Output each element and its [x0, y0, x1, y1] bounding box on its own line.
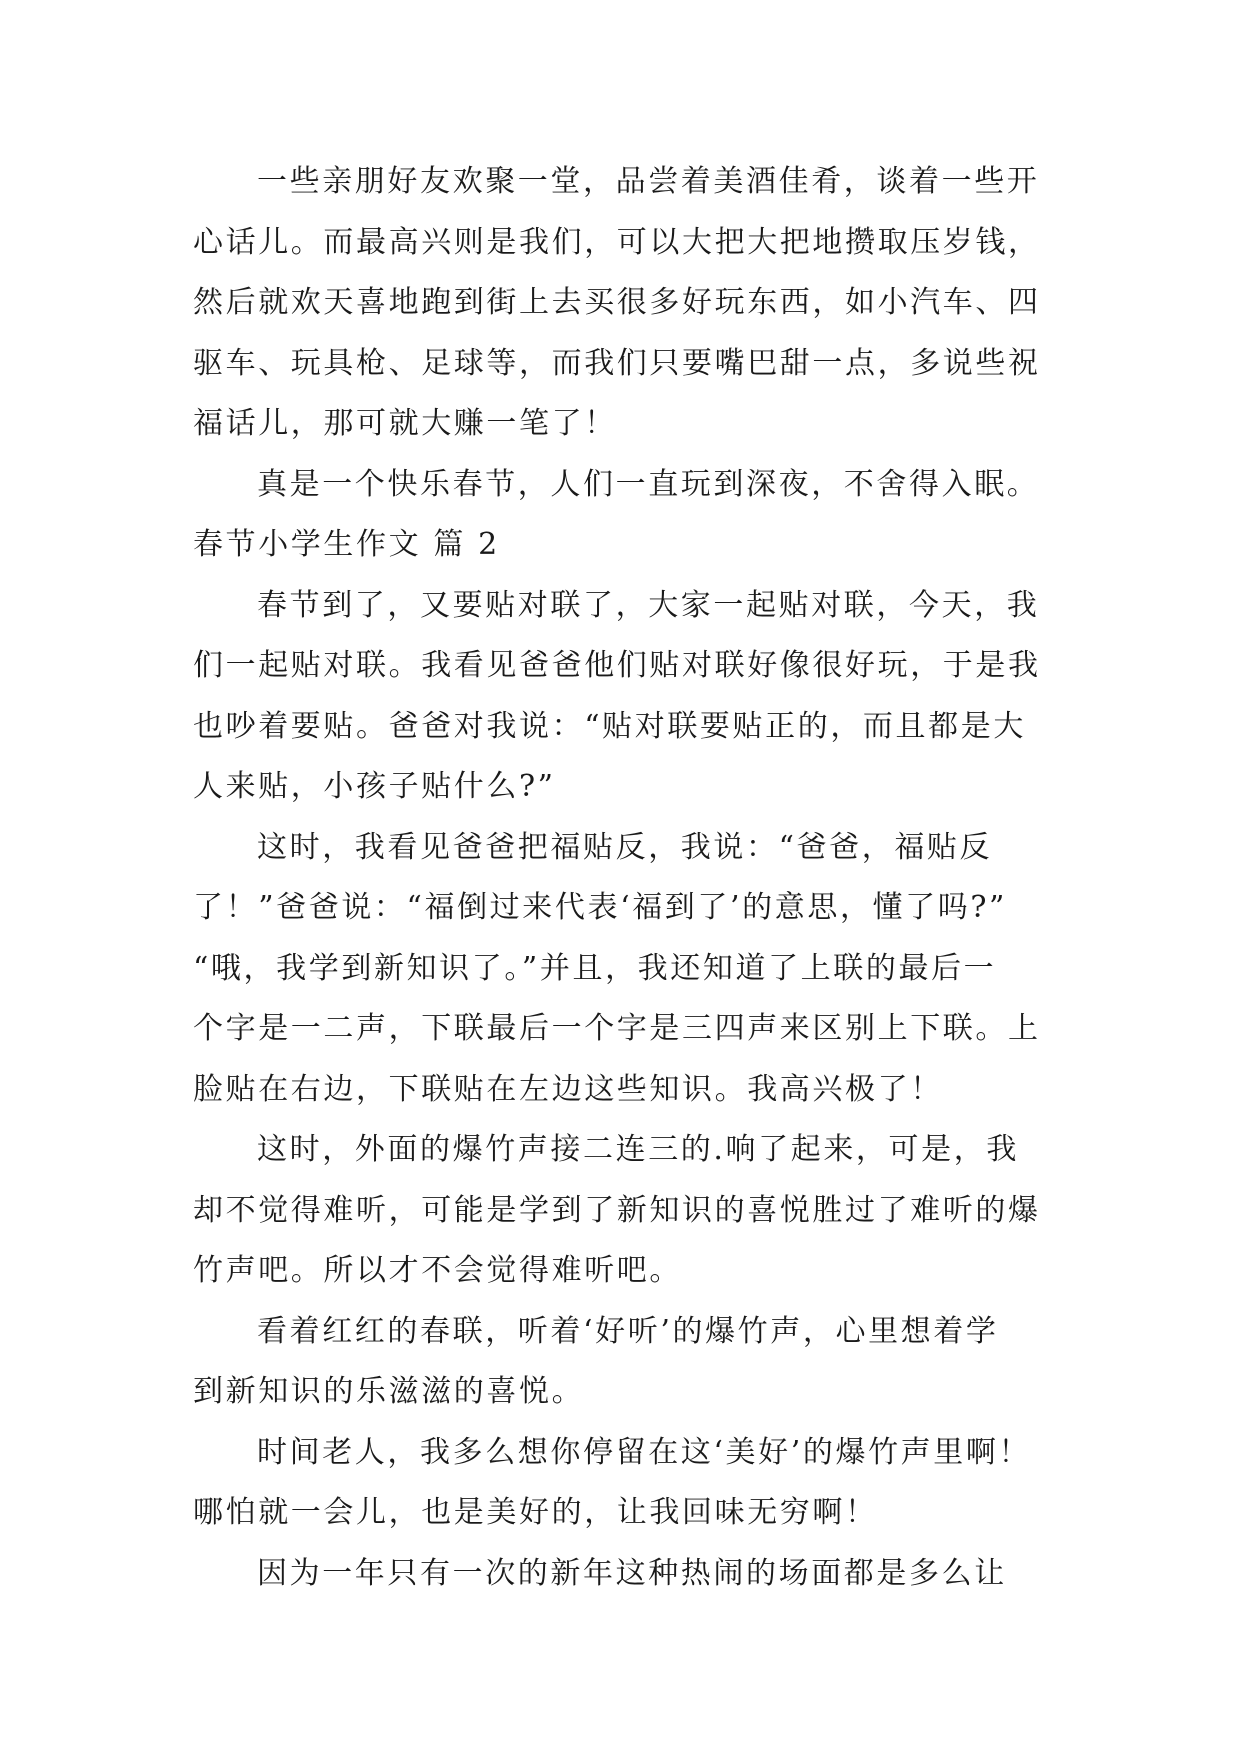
text-line: 也吵着要贴。爸爸对我说：“贴对联要贴正的，而且都是大 — [193, 708, 1026, 744]
text-line: 哪怕就一会儿，也是美好的，让我回味无穷啊！ — [193, 1495, 878, 1530]
text-line: 真是一个快乐春节，人们一直玩到深夜，不舍得入眠。 — [257, 466, 1040, 502]
text-line: 们一起贴对联。我看见爸爸他们贴对联好像很好玩，于是我 — [193, 648, 1041, 683]
text-line: 驱车、玩具枪、足球等，而我们只要嘴巴甜一点，多说些祝 — [193, 345, 1041, 381]
text-line: 人来贴，小孩子贴什么?” — [193, 769, 556, 804]
text-line: 因为一年只有一次的新年这种热闹的场面都是多么让 — [257, 1555, 1007, 1591]
text-line: 看着红红的春联，听着‘好听’的爆竹声，心里想着学 — [257, 1313, 999, 1349]
text-line: 个字是一二声，下联最后一个字是三四声来区别上下联。上 — [193, 1011, 1041, 1046]
section-heading: 春节小学生作文 篇 2 — [193, 527, 500, 562]
text-line: 到新知识的乐滋滋的喜悦。 — [193, 1374, 585, 1409]
text-line: 却不觉得难听，可能是学到了新知识的喜悦胜过了难听的爆 — [193, 1192, 1041, 1228]
text-line: 一些亲朋好友欢聚一堂，品尝着美酒佳肴，谈着一些开 — [257, 164, 1040, 199]
text-line: 这时，外面的爆竹声接二连三的.响了起来，可是，我 — [257, 1132, 1019, 1167]
text-line: 脸贴在右边，下联贴在左边这些知识。我高兴极了！ — [193, 1071, 943, 1107]
text-line: 然后就欢天喜地跑到街上去买很多好玩东西，如小汽车、四 — [193, 285, 1041, 320]
text-line: 心话儿。而最高兴则是我们，可以大把大把地攒取压岁钱， — [193, 224, 1041, 260]
text-line: “哦，我学到新知识了。”并且，我还知道了上联的最后一 — [193, 950, 997, 986]
text-line: 这时，我看见爸爸把福贴反，我说：“爸爸，福贴反 — [257, 829, 993, 865]
text-line: 了！”爸爸说：“福倒过来代表‘福到了’的意思，懂了吗?” — [193, 890, 1007, 925]
text-line: 时间老人，我多么想你停留在这‘美好’的爆竹声里啊！ — [257, 1434, 1032, 1470]
text-line: 福话儿，那可就大赚一笔了！ — [193, 406, 617, 441]
essay-text — [193, 152, 1053, 1604]
text-line: 竹声吧。所以才不会觉得难听吧。 — [193, 1253, 682, 1288]
text-line: 春节到了，又要贴对联了，大家一起贴对联，今天，我 — [257, 587, 1040, 623]
